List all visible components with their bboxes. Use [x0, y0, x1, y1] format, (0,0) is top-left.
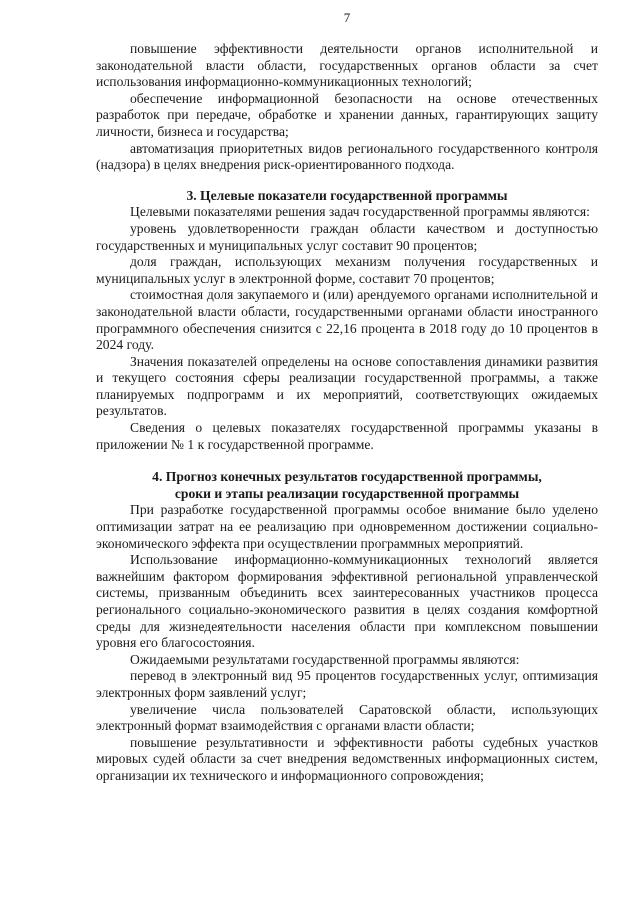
document-body — [96, 41, 598, 785]
section-spacer — [96, 453, 598, 469]
paragraph: Целевыми показателями решения задач государственной программы являются: — [130, 204, 590, 220]
paragraph: Ожидаемыми результатами государственной программы являются: — [130, 651, 520, 667]
paragraph: уровень удовлетворенности граждан области качеством и доступностью государственных и муниципальных услуг составит 90 процентов; — [96, 220, 598, 253]
paragraph: повышение эффективности деятельности органов исполнительной и законодательной власти области, государственных органов области за счет использования информационно-коммуникационных технологий; — [96, 41, 598, 90]
paragraph: доля граждан, использующих механизм получения государственных и муниципальных услуг в электронной форме, составит 70 процентов; — [96, 254, 598, 286]
paragraph: повышение результативности и эффективности работы судебных участков мировых судей области за счет внедрения ведомственных информационных систем, организации их технического и информационного сопровождения; — [96, 734, 598, 783]
paragraph: перевод в электронный вид 95 процентов государственных услуг, оптимизация электронных форм заявлений услуг; — [96, 668, 598, 700]
paragraph: автоматизация приоритетных видов регионального государственного контроля (надзора) в целях внедрения риск-ориентированного подхода. — [96, 140, 598, 173]
paragraph: обеспечение информационной безопасности на основе отечественных разработок при передаче, обработке и хранении данных, гарантирующих защиту личности, бизнеса и государства; — [96, 90, 598, 139]
paragraph: Использование информационно-коммуникационных технологий является важнейшим фактором формирования эффективной региональной управленческой системы, призванным объединить всех заинтересованных участников процесса регионального социально-экономического развития в целях создания комфортной среды для жизнедеятельности населения области при комплексном повышении уровня его благосостояния. — [96, 552, 598, 651]
section-4-heading-line-1: 4. Прогноз конечных результатов государственной программы, — [152, 469, 542, 485]
page-number: 7 — [343, 10, 351, 25]
section-3-heading: 3. Целевые показатели государственной программы — [186, 187, 508, 203]
section-4-heading-line-2: сроки и этапы реализации государственной программы — [174, 485, 520, 501]
section-spacer — [96, 174, 598, 188]
paragraph: стоимостная доля закупаемого и (или) арендуемого органами исполнительной и законодательной власти области, государственными органами области иностранного программного обеспечения снизится с 22,16 процента в 2018 году до 10 процентов в 2024 году. — [96, 287, 598, 353]
paragraph: При разработке государственной программы особое внимание было уделено оптимизации затрат на ее реализацию при одновременном достижении социально-экономического эффекта при осуществлении программных мероприятий. — [96, 502, 598, 551]
paragraph: увеличение числа пользователей Саратовской области, использующих электронный формат взаимодействия с органами власти области; — [96, 701, 598, 734]
paragraph: Сведения о целевых показателях государственной программы указаны в приложении № 1 к государственной программе. — [96, 420, 598, 452]
paragraph: Значения показателей определены на основе сопоставления динамики развития и текущего состояния сферы реализации государственной программы, а также планируемых подпрограмм и их мероприятий, соответствующих ожидаемых результатов. — [96, 353, 598, 419]
